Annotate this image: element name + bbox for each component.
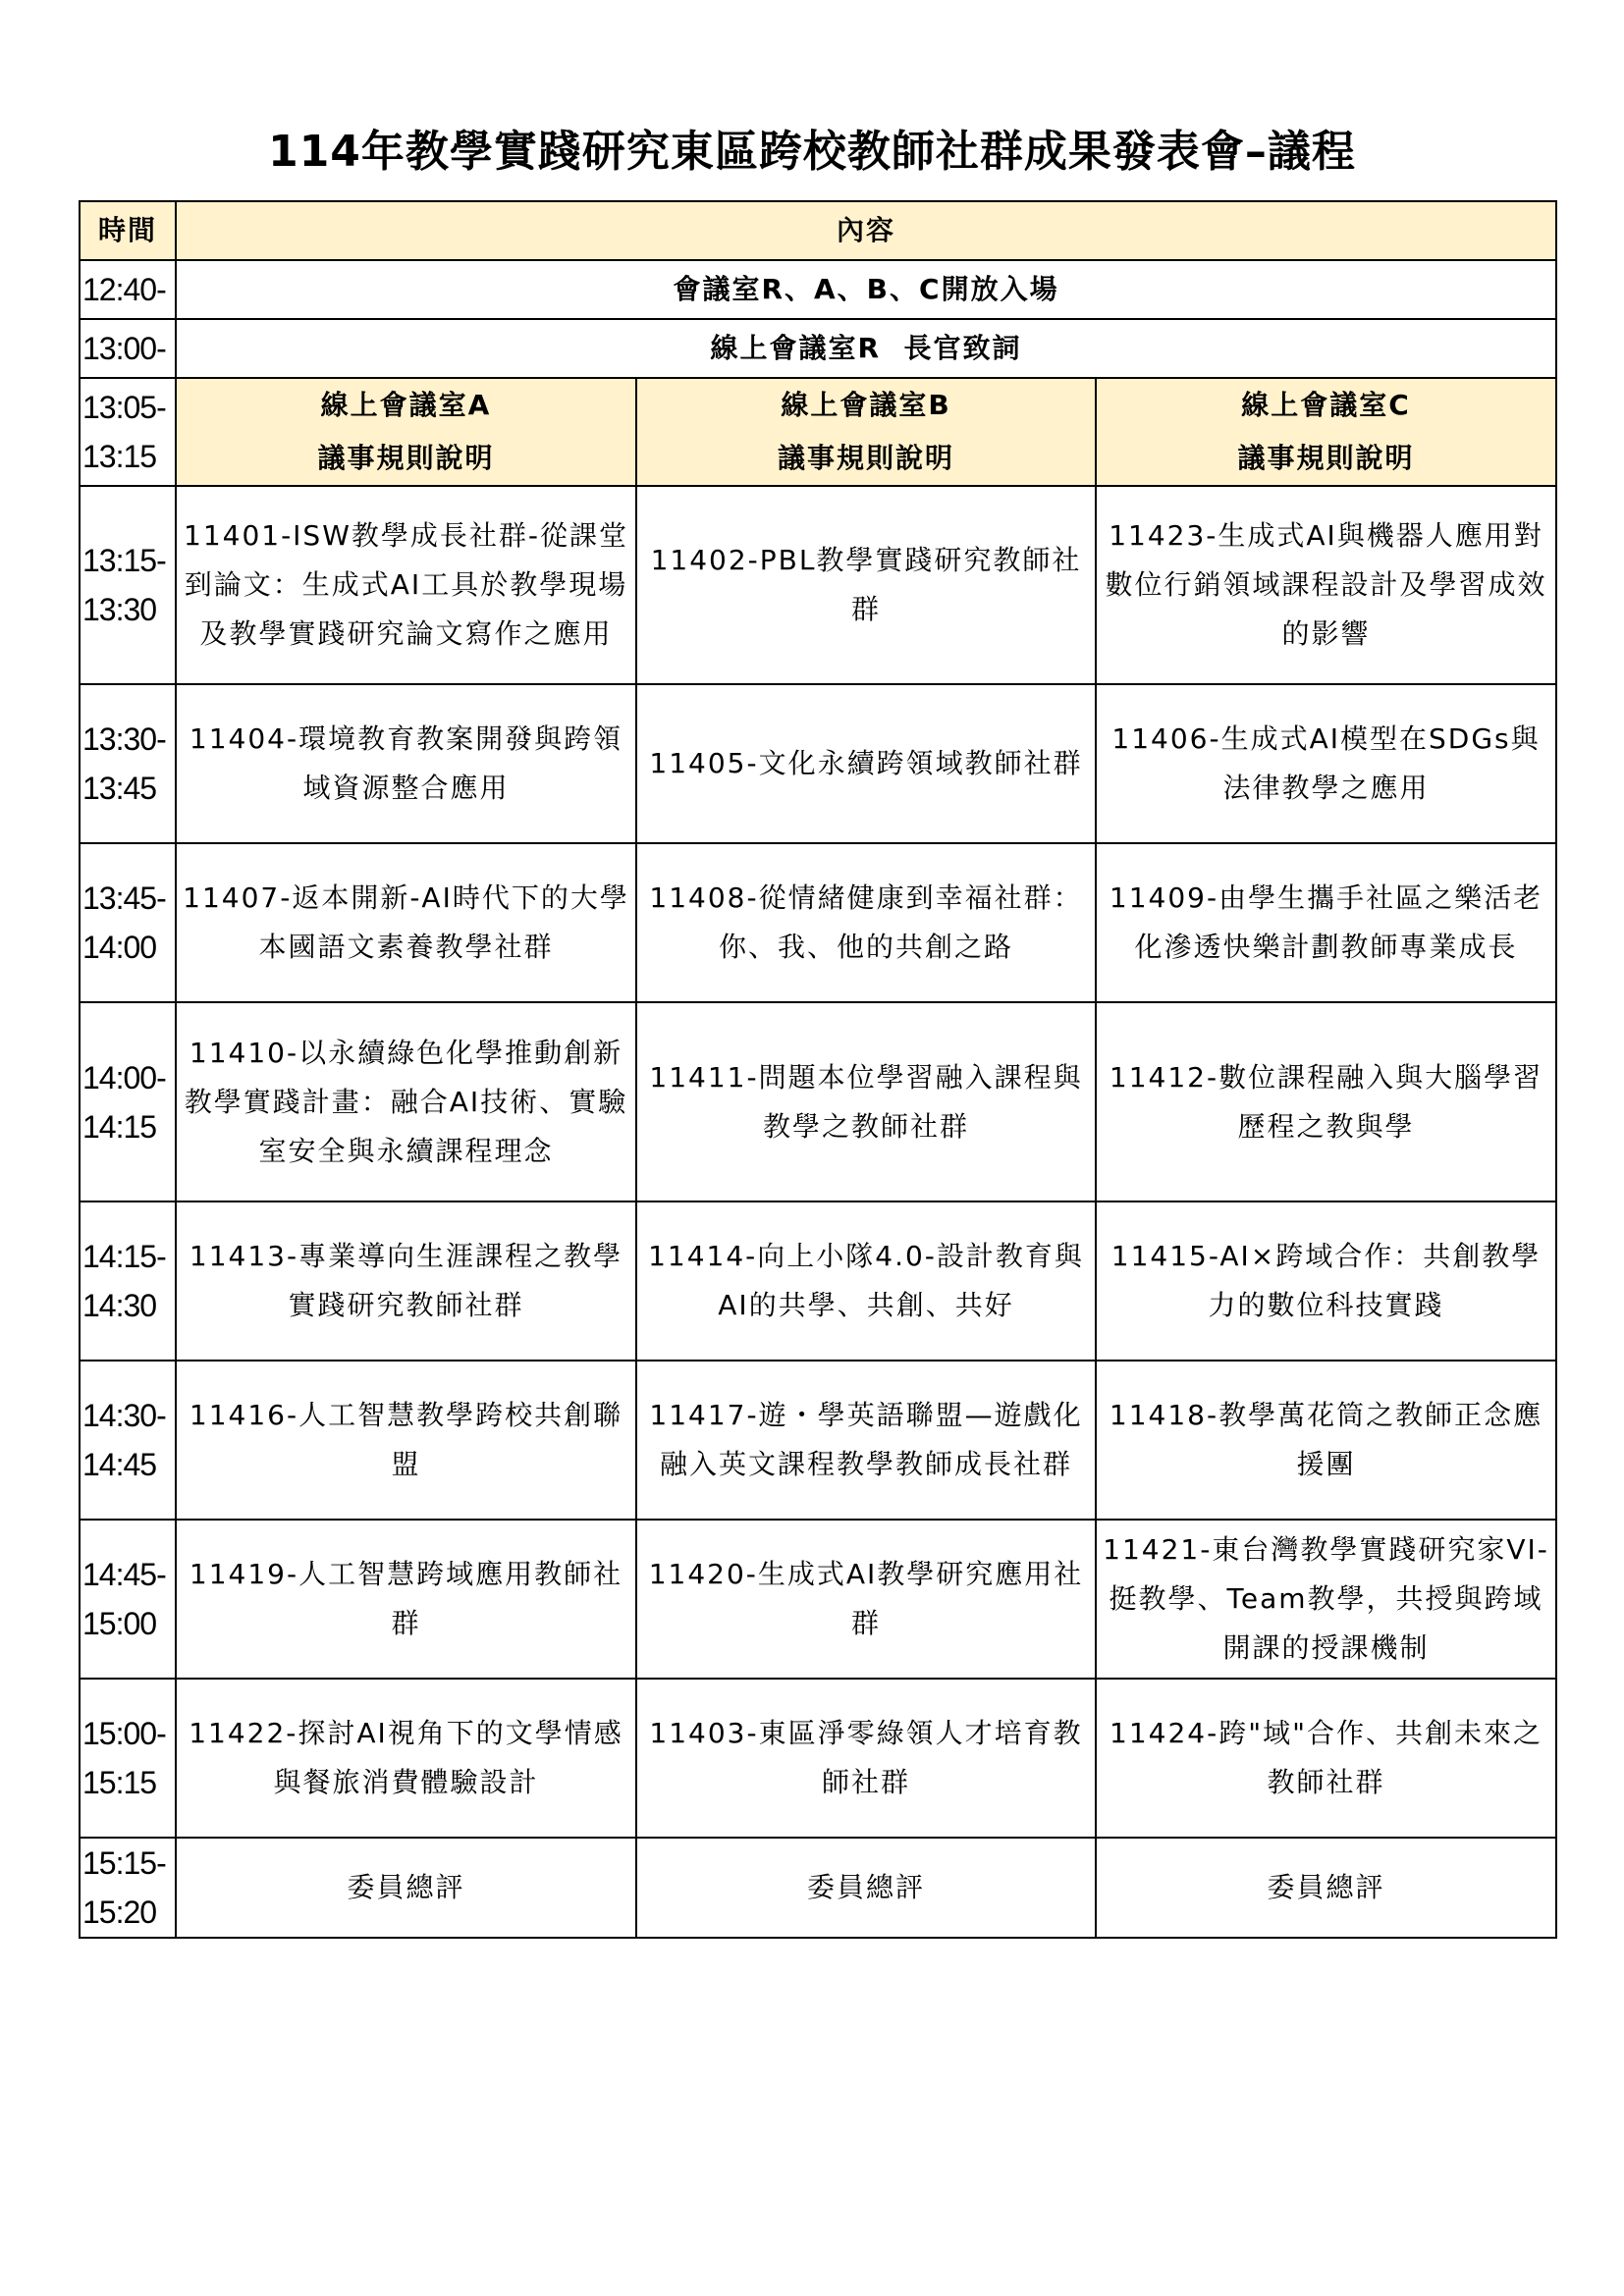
session-cell-room-b: 11403-東區淨零綠領人才培育教師社群 (636, 1679, 1096, 1838)
time-cell (80, 1838, 176, 1938)
session-cell-room-a: 11419-人工智慧跨域應用教師社群 (176, 1520, 636, 1679)
session-cell-room-c: 委員總評 (1096, 1838, 1556, 1938)
session-row (80, 1520, 1556, 1679)
session-cell-room-c: 11406-生成式AI模型在SDGs與法律教學之應用 (1096, 684, 1556, 843)
time-cell (80, 486, 176, 684)
time-cell: 13:00- (80, 319, 176, 378)
time-end: 13:45 (82, 771, 157, 806)
session-cell-room-a: 11416-人工智慧教學跨校共創聯盟 (176, 1361, 636, 1520)
session-row (80, 684, 1556, 843)
welcome-row (80, 319, 1556, 378)
session-cell-room-c: 11415-AI×跨域合作：共創教學力的數位科技實踐 (1096, 1201, 1556, 1361)
time-cell (80, 843, 176, 1002)
session-cell-room-b: 11414-向上小隊4.0-設計教育與AI的共學、共創、共好 (636, 1201, 1096, 1361)
time-end: 15:00 (82, 1606, 157, 1641)
session-cell-room-b: 11411-問題本位學習融入課程與教學之教師社群 (636, 1002, 1096, 1201)
session-cell-room-a: 11422-探討AI視角下的文學情感與餐旅消費體驗設計 (176, 1679, 636, 1838)
time-end: 13:30 (82, 592, 157, 627)
rooms-row (80, 378, 1556, 486)
time-cell (80, 1679, 176, 1838)
session-cell-room-b: 11402-PBL教學實踐研究教師社群 (636, 486, 1096, 684)
time-cell (80, 1201, 176, 1361)
room-item: 議事規則說明 (777, 442, 954, 474)
room-a-cell (176, 378, 636, 486)
time-start: 13:05- (82, 390, 166, 425)
session-cell-room-c: 11418-教學萬花筒之教師正念應援團 (1096, 1361, 1556, 1520)
time-start: 13:45- (82, 881, 166, 916)
room-name: 線上會議室B (781, 389, 951, 421)
page-title: 114年教學實踐研究東區跨校教師社群成果發表會–議程 (268, 127, 1356, 177)
session-cell-room-c: 11409-由學生攜手社區之樂活老化滲透快樂計劃教師專業成長 (1096, 843, 1556, 1002)
time-cell (80, 1002, 176, 1201)
time-start: 14:00- (82, 1059, 166, 1095)
time-end: 14:00 (82, 930, 157, 965)
opening-text: 會議室R、A、B、C開放入場 (176, 260, 1556, 319)
session-row (80, 1361, 1556, 1520)
time-cell (80, 378, 176, 486)
session-cell-room-a: 11410-以永續綠色化學推動創新教學實踐計畫：融合AI技術、實驗室安全與永續課程理念 (176, 1002, 636, 1201)
session-cell-room-a: 委員總評 (176, 1838, 636, 1938)
time-end: 15:15 (82, 1765, 157, 1800)
room-item: 議事規則說明 (317, 442, 495, 474)
time-start: 14:45- (82, 1557, 166, 1592)
time-start: 13:30- (82, 721, 166, 757)
session-cell-room-c: 11423-生成式AI與機器人應用對數位行銷領域課程設計及學習成效的影響 (1096, 486, 1556, 684)
time-cell (80, 684, 176, 843)
session-cell-room-b: 委員總評 (636, 1838, 1096, 1938)
time-header: 時間 (80, 201, 176, 260)
session-cell-room-c: 11412-數位課程融入與大腦學習歷程之教與學 (1096, 1002, 1556, 1201)
time-end: 13:15 (82, 439, 157, 474)
opening-row (80, 260, 1556, 319)
session-row (80, 486, 1556, 684)
session-cell-room-a: 11401-ISW教學成長社群-從課堂到論文：生成式AI工具於教學現場及教學實踐研究論文寫作之應用 (176, 486, 636, 684)
session-cell-room-b: 11408-從情緒健康到幸福社群：你、我、他的共創之路 (636, 843, 1096, 1002)
time-start: 14:15- (82, 1239, 166, 1274)
session-cell-room-b: 11420-生成式AI教學研究應用社群 (636, 1520, 1096, 1679)
time-end: 14:45 (82, 1447, 157, 1482)
header-row (80, 201, 1556, 260)
content-header: 內容 (176, 201, 1556, 260)
room-item: 議事規則說明 (1237, 442, 1415, 474)
time-end: 15:20 (82, 1895, 157, 1930)
room-name: 線上會議室A (320, 389, 492, 421)
welcome-text: 線上會議室R 長官致詞 (176, 319, 1556, 378)
session-cell-room-a: 11404-環境教育教案開發與跨領域資源整合應用 (176, 684, 636, 843)
room-name: 線上會議室C (1241, 389, 1411, 421)
session-cell-room-c: 11421-東台灣教學實踐研究家VI-挺教學、Team教學，共授與跨域開課的授課機制 (1096, 1520, 1556, 1679)
time-start: 13:15- (82, 543, 166, 578)
session-cell-room-a: 11413-專業導向生涯課程之教學實踐研究教師社群 (176, 1201, 636, 1361)
time-start: 14:30- (82, 1398, 166, 1433)
session-row (80, 843, 1556, 1002)
time-end: 14:30 (82, 1288, 157, 1323)
session-cell-room-c: 11424-跨"域"合作、共創未來之教師社群 (1096, 1679, 1556, 1838)
session-row (80, 1002, 1556, 1201)
agenda-table (79, 200, 1557, 1939)
time-start: 15:00- (82, 1716, 166, 1751)
time-cell: 12:40- (80, 260, 176, 319)
time-cell (80, 1520, 176, 1679)
room-b-cell (636, 378, 1096, 486)
time-start: 15:15- (82, 1845, 166, 1881)
session-cell-room-b: 11405-文化永續跨領域教師社群 (636, 684, 1096, 843)
session-cell-room-b: 11417-遊・學英語聯盟—遊戲化融入英文課程教學教師成長社群 (636, 1361, 1096, 1520)
session-cell-room-a: 11407-返本開新-AI時代下的大學本國語文素養教學社群 (176, 843, 636, 1002)
time-cell (80, 1361, 176, 1520)
session-row (80, 1679, 1556, 1838)
room-c-cell (1096, 378, 1556, 486)
session-row (80, 1201, 1556, 1361)
session-row (80, 1838, 1556, 1938)
time-end: 14:15 (82, 1108, 157, 1145)
